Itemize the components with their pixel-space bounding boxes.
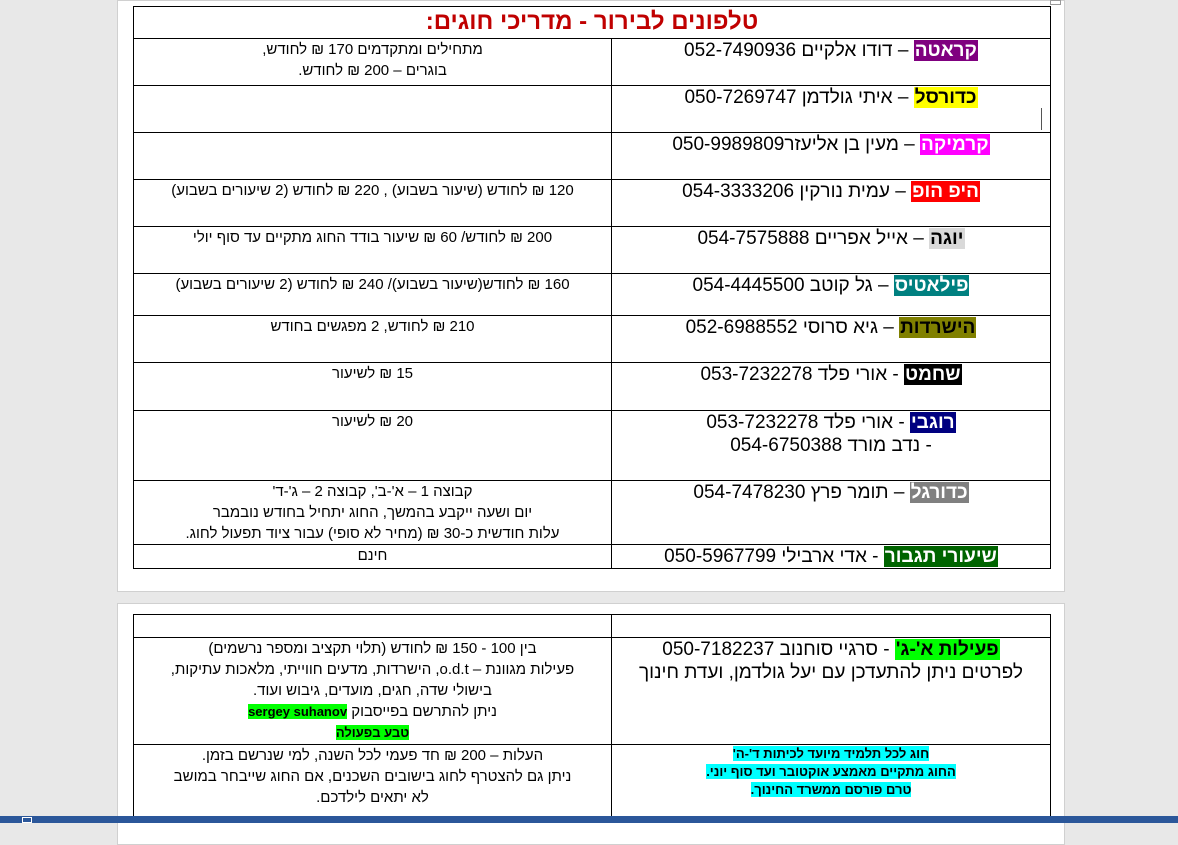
info-line: ניתן גם להצטרף לחוג בישובים השכנים, אם החוג שייבחר במושב (173, 768, 572, 785)
contact-cell[interactable] (612, 39, 1051, 86)
table-row (134, 227, 1051, 274)
activity-tag: יוגה (930, 228, 964, 249)
note-cell[interactable] (612, 745, 1051, 817)
contact-details: – דודו אלקיים 052-7490936 (684, 40, 909, 61)
info-cell[interactable] (134, 545, 612, 569)
table-row (134, 274, 1051, 316)
table-row (134, 133, 1051, 180)
info-line: 20 ₪ לשיעור (331, 413, 414, 430)
info-cell[interactable] (134, 316, 612, 363)
info-cell[interactable] (134, 227, 612, 274)
facebook-page[interactable]: טבע בפעולה (335, 725, 410, 740)
facebook-name[interactable]: sergey suhanov (248, 704, 348, 719)
table-row (134, 363, 1051, 411)
contact-cell[interactable] (612, 274, 1051, 316)
document-page-1 (117, 0, 1065, 592)
contact-cell[interactable] (612, 411, 1051, 481)
info-line: בוגרים – 200 ₪ לחודש. (298, 62, 447, 79)
activity-tag: כדורסל (914, 87, 977, 108)
note-line: החוג מתקיים מאמצע אוקטובר ועד סוף יוני. (706, 764, 956, 779)
contact-cell[interactable] (612, 481, 1051, 545)
table-row (134, 180, 1051, 227)
note-line: חוג לכל תלמיד מיועד לכיתות ד'-ה' (732, 746, 930, 761)
contact-details: – אייל אפריים 054-7575888 (697, 228, 924, 249)
activity-tag: שחמט (905, 364, 961, 385)
activity-tag: הישרדות (900, 317, 976, 338)
page-title: טלפונים לבירור - מדריכי חוגים: (134, 7, 1051, 39)
contact-cell[interactable] (612, 363, 1051, 411)
contact-details: – מעין בן אליעזר050-9989809 (672, 134, 915, 155)
contact-cell[interactable] (612, 133, 1051, 180)
info-line: 120 ₪ לחודש (שיעור בשבוע) , 220 ₪ לחודש (2 שיעורים בשבוע) (171, 182, 574, 199)
info-line: לא יתאים לילדכם. (316, 789, 429, 806)
contact-details: - אורי פלד 053-7232278 (706, 412, 905, 433)
contact-cell[interactable] (612, 86, 1051, 133)
info-cell[interactable] (134, 180, 612, 227)
contact-cell[interactable] (612, 545, 1051, 569)
info-cell[interactable] (134, 745, 612, 817)
contact-cell[interactable] (612, 638, 1051, 745)
activity-tag: קראטה (914, 40, 977, 61)
contact-details: – גל קוטב 054-4445500 (692, 275, 889, 296)
info-cell[interactable] (134, 274, 612, 316)
info-line: פעילות מגוונת – o.d.t, הישרדות, מדעים חווייתי, מלאכות עתיקות, (170, 661, 575, 678)
status-bar (0, 816, 1178, 823)
contact-details-2: לפרטים ניתן להתעדכן עם יעל גולדמן, ועדת חינוך (639, 662, 1023, 683)
empty-cell[interactable] (612, 615, 1051, 638)
info-line: 160 ₪ לחודש(שיעור בשבוע)/ 240 ₪ לחודש (2 שיעורים בשבוע) (175, 276, 570, 293)
info-line: עלות חודשית כ-30 ₪ (מחיר לא סופי) עבור ציוד תפעול לחוג. (185, 525, 560, 542)
contact-details: – איתי גולדמן 050-7269747 (684, 87, 909, 108)
info-cell[interactable] (134, 39, 612, 86)
activity-tag: קרמיקה (921, 134, 989, 155)
page-view-icon[interactable] (22, 817, 32, 823)
info-line: מתחילים ומתקדמים 170 ₪ לחודש, (262, 41, 483, 58)
document-page-2 (117, 603, 1065, 845)
info-line: חינם (357, 547, 388, 564)
table-row (134, 615, 1051, 638)
contact-details: - סרגיי סוחנוב 050-7182237 (662, 639, 890, 660)
table-row (134, 545, 1051, 569)
empty-cell[interactable] (134, 615, 612, 638)
contact-details: – תומר פרץ 054-7478230 (693, 482, 905, 503)
info-cell[interactable] (134, 86, 612, 133)
info-line: 200 ₪ לחודש/ 60 ₪ שיעור בודד החוג מתקיים עד סוף יולי (192, 229, 553, 246)
info-cell[interactable] (134, 133, 612, 180)
contact-cell[interactable] (612, 316, 1051, 363)
info-cell[interactable] (134, 638, 612, 745)
activity-tag: כדורגל (910, 482, 968, 503)
info-line: העלות – 200 ₪ חד פעמי לכל השנה, למי שנרשם בזמן. (201, 747, 544, 764)
info-line: קבוצה 1 – א'-ב', קבוצה 2 – ג'-ד' (272, 483, 473, 500)
table-row (134, 745, 1051, 817)
activity-tag: היפ הופ (912, 181, 979, 202)
contact-details: – עמית נורקין 054-3333206 (682, 181, 906, 202)
note-line: טרם פורסם ממשרד החינוך. (750, 782, 912, 797)
info-line: ניתן להתרשם בפייסבוק (351, 703, 497, 720)
info-line: 210 ₪ לחודש, 2 מפגשים בחודש (270, 318, 475, 335)
contact-cell[interactable] (612, 180, 1051, 227)
info-line: יום ושעה ייקבע בהמשך, החוג יתחיל בחודש נובמבר (212, 504, 533, 521)
text-cursor (1041, 108, 1042, 130)
info-line: בישולי שדה, חגים, מועדים, גיבוש ועוד. (253, 682, 492, 699)
contact-details-2: - נדב מורד 054-6750388 (730, 435, 932, 456)
activities-table (133, 614, 1051, 817)
contact-cell[interactable] (612, 227, 1051, 274)
table-row (134, 638, 1051, 745)
table-row (134, 481, 1051, 545)
table-row (134, 86, 1051, 133)
contact-details: – גיא סרוסי 052-6988552 (685, 317, 894, 338)
info-cell[interactable] (134, 481, 612, 545)
coaches-table (133, 6, 1051, 569)
info-line: בין 100 - 150 ₪ לחודש (תלוי תקציב ומספר נרשמים) (208, 640, 537, 657)
activity-tag: רוגבי (910, 412, 955, 433)
contact-details: - אורי פלד 053-7232278 (700, 364, 899, 385)
activity-tag: פילאטיס (894, 275, 969, 296)
activity-tag: שיעורי תגבור (884, 546, 997, 567)
contact-details: - אדי ארבילי 050-5967799 (664, 546, 879, 567)
resize-handle[interactable] (1050, 0, 1061, 5)
info-cell[interactable] (134, 411, 612, 481)
table-row (134, 411, 1051, 481)
info-line: 15 ₪ לשיעור (331, 365, 414, 382)
info-cell[interactable] (134, 363, 612, 411)
table-row (134, 39, 1051, 86)
activity-tag: פעילות א'-ג' (895, 639, 999, 660)
table-row (134, 316, 1051, 363)
